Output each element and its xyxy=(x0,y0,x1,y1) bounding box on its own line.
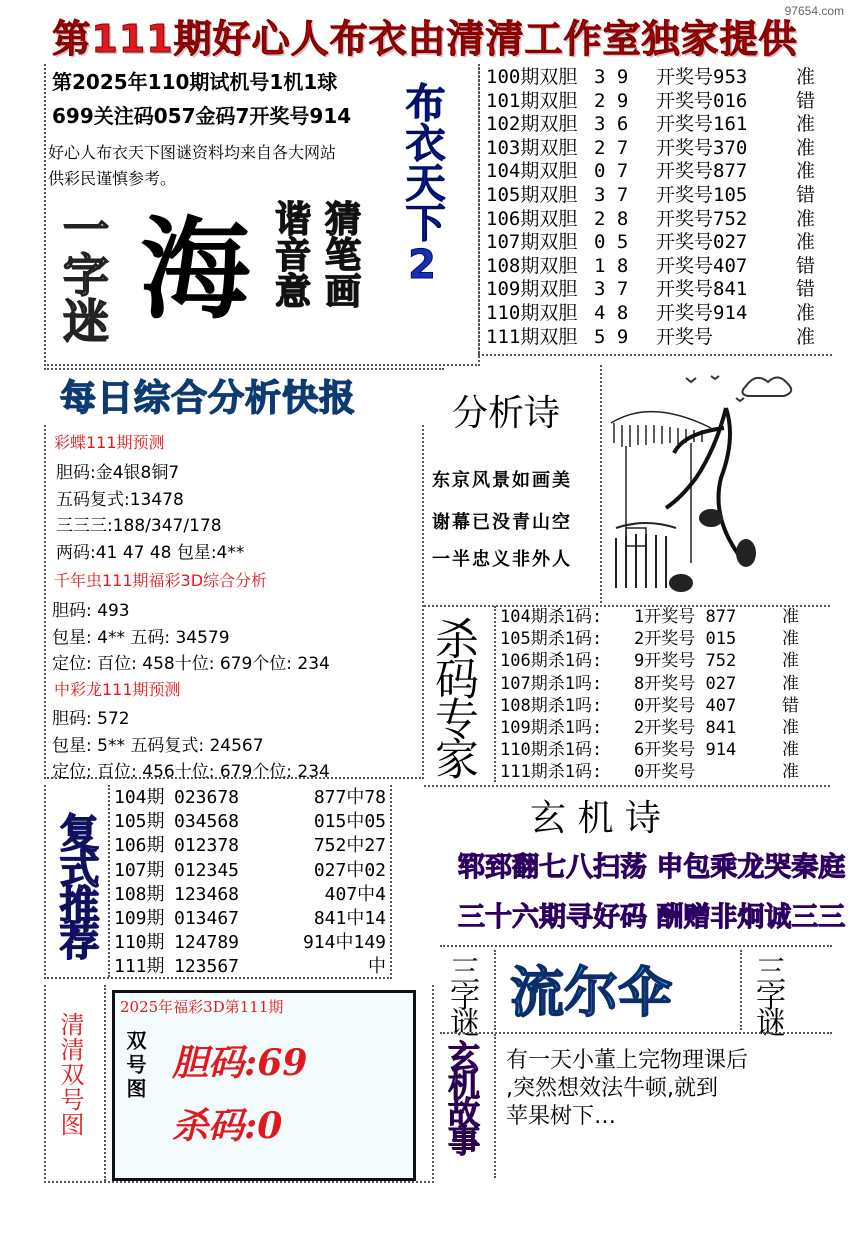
row-nums: 5 9 xyxy=(594,325,629,348)
row-result: 877中78 xyxy=(313,787,386,808)
riddle-label: 一字迷 xyxy=(56,205,110,343)
row-nums: 3 7 xyxy=(594,183,629,206)
table-row xyxy=(114,810,390,834)
row-period: 110期双胆 xyxy=(486,301,578,324)
row-nums: 0 5 xyxy=(594,231,629,254)
poem-line-3: 一半忠义非外人 xyxy=(432,549,572,570)
trial-note-2: 供彩民谨慎参考。 xyxy=(48,169,177,188)
table-row xyxy=(500,606,830,628)
row-nums: 123567 xyxy=(174,956,240,978)
row-result: 015中05 xyxy=(313,811,386,833)
row-nums: 3 7 xyxy=(594,278,629,301)
divider xyxy=(494,606,496,782)
row-draw: 开奖号752 xyxy=(656,207,748,230)
divider xyxy=(108,785,110,977)
row-draw: 开奖号914 xyxy=(656,301,748,324)
qiannian-head: 千年虫111期福彩3D综合分析 xyxy=(54,571,268,590)
table-row xyxy=(486,255,826,279)
caidie-head: 彩蝶111期预测 xyxy=(54,433,165,452)
zhongcai-head: 中彩龙111期预测 xyxy=(54,680,181,699)
riddle-big-char: 海 xyxy=(140,205,250,334)
row-period: 108期 xyxy=(114,883,165,905)
double-bile-list xyxy=(486,66,826,349)
trial-line-2: 699关注码057金码7开奖号914 xyxy=(52,104,352,128)
row-mark: 错 xyxy=(782,695,799,716)
row-mark: 准 xyxy=(782,629,799,650)
row-draw: 开奖号370 xyxy=(656,136,748,159)
row-period: 111期 xyxy=(114,956,165,978)
row-mark: 准 xyxy=(796,207,816,230)
page-title: 第111期好心人布衣由清清工作室独家提供 xyxy=(52,17,798,61)
table-row xyxy=(486,184,826,208)
table-row xyxy=(114,786,390,810)
table-row xyxy=(114,883,390,907)
row-draw: 开奖号877 xyxy=(656,160,748,183)
story-line-1: 有一天小董上完物理课后 xyxy=(506,1048,749,1073)
row-mark: 错 xyxy=(796,278,816,301)
row-mark: 准 xyxy=(796,231,816,254)
table-row xyxy=(500,628,830,650)
watermark: 97654.com xyxy=(784,4,844,18)
table-row xyxy=(486,90,826,114)
row-mark: 准 xyxy=(796,136,816,159)
qiannian-line-3: 定位: 百位: 458十位: 679个位: 234 xyxy=(52,654,330,674)
table-row xyxy=(114,931,390,955)
qiannian-line-1: 胆码: 493 xyxy=(52,601,130,621)
row-period: 104期双胆 xyxy=(486,160,578,183)
row-draw: 开奖号 xyxy=(656,325,714,348)
poem-title: 分析诗 xyxy=(452,393,561,434)
row-nums: 0 7 xyxy=(594,160,629,183)
row-nums: 023678 xyxy=(174,787,240,808)
table-row xyxy=(486,208,826,232)
divider xyxy=(494,1034,496,1178)
row-mark: 准 xyxy=(796,301,816,324)
row-period: 109期 xyxy=(114,908,165,930)
row-mark: 准 xyxy=(782,718,799,739)
row-nums: 2 9 xyxy=(594,89,629,112)
row-period: 108期杀1吗: xyxy=(500,695,603,716)
caidie-line-4: 两码:41 47 48 包星:4** xyxy=(56,543,245,563)
row-mark: 错 xyxy=(796,254,816,277)
row-period: 100期双胆 xyxy=(486,66,578,88)
table-row xyxy=(114,859,390,883)
table-row xyxy=(500,673,830,695)
zhongcai-line-1: 胆码: 572 xyxy=(52,709,130,729)
row-period: 110期杀1码: xyxy=(500,740,603,761)
table-row xyxy=(114,834,390,858)
row-mark: 准 xyxy=(796,160,816,183)
brand-title: 布衣天下2 xyxy=(399,82,445,288)
row-result: 中 xyxy=(368,956,386,978)
story-side: 玄机故事 xyxy=(443,1040,481,1152)
qiannian-line-2: 包星: 4** 五码: 34579 xyxy=(52,628,230,648)
row-nums: 1 8 xyxy=(594,254,629,277)
fushi-list xyxy=(114,786,390,980)
story-line-2: ,突然想效法牛顿,就到 xyxy=(506,1076,718,1101)
row-period: 105期双胆 xyxy=(486,183,578,206)
row-draw: 开奖号841 xyxy=(656,278,748,301)
row-period: 105期 xyxy=(114,811,165,833)
table-row xyxy=(486,137,826,161)
row-result: 914中149 xyxy=(302,932,386,954)
riddle-hint-1: 猜笔画 xyxy=(319,200,361,308)
caidie-line-1: 胆码:金4银8铜7 xyxy=(56,463,180,483)
row-period: 102期双胆 xyxy=(486,113,578,136)
shuanghao-tag: 双号图 xyxy=(123,1030,147,1102)
row-draw: 2开奖号 841 xyxy=(634,718,737,739)
xuanji-line-2: 三十六期寻好码 酬赠非炯诚三三 xyxy=(458,902,846,933)
table-row xyxy=(114,907,390,931)
table-row xyxy=(500,761,830,783)
row-nums: 123468 xyxy=(174,883,240,905)
row-nums: 013467 xyxy=(174,908,240,930)
row-result: 027中02 xyxy=(313,859,386,881)
trial-line-1: 第2025年110期试机号1机1球 xyxy=(52,70,338,94)
table-row xyxy=(486,160,826,184)
caidie-line-2: 五码复式:13478 xyxy=(56,490,184,510)
poem-line-2: 谢幕已没青山空 xyxy=(432,512,572,533)
table-row xyxy=(500,717,830,739)
row-period: 111期杀1码: xyxy=(500,762,603,783)
cloud-icon xyxy=(742,377,791,396)
row-nums: 012378 xyxy=(174,835,240,857)
row-period: 107期双胆 xyxy=(486,231,578,254)
row-draw: 0开奖号 407 xyxy=(634,695,737,716)
bird-icon xyxy=(686,376,744,401)
row-period: 109期双胆 xyxy=(486,278,578,301)
story-line-3: 苹果树下… xyxy=(506,1104,617,1129)
shuanghao-kill: 杀码:0 xyxy=(172,1105,283,1147)
poem-line-1: 东京风景如画美 xyxy=(432,470,572,491)
table-row xyxy=(500,650,830,672)
row-draw: 0开奖号 xyxy=(634,762,696,783)
row-period: 107期杀1吗: xyxy=(500,673,603,694)
table-row xyxy=(486,278,826,302)
riddle-hint-2: 谐音意 xyxy=(269,200,311,308)
table-row xyxy=(486,302,826,326)
shuanghao-side: 清清双号图 xyxy=(56,1012,84,1137)
row-mark: 准 xyxy=(796,325,816,348)
divider xyxy=(494,950,496,1030)
row-draw: 8开奖号 027 xyxy=(634,673,737,694)
row-mark: 准 xyxy=(796,66,816,88)
fushi-title: 复式推荐 xyxy=(53,812,99,956)
row-period: 110期 xyxy=(114,932,165,954)
row-period: 107期 xyxy=(114,859,165,881)
row-period: 104期 xyxy=(114,787,165,808)
sanzi-right: 三字谜 xyxy=(750,955,785,1033)
row-mark: 准 xyxy=(796,113,816,136)
row-period: 103期双胆 xyxy=(486,136,578,159)
sanzi-left: 三字谜 xyxy=(444,955,479,1033)
plant-icon xyxy=(669,509,756,592)
divider xyxy=(104,985,106,1181)
row-nums: 3 9 xyxy=(594,66,629,88)
kill-title: 杀码专家 xyxy=(427,616,478,776)
tree-illustration xyxy=(606,368,831,600)
row-mark: 准 xyxy=(782,607,799,627)
table-row xyxy=(114,955,390,979)
table-row xyxy=(500,695,830,717)
row-period: 109期杀1吗: xyxy=(500,718,603,739)
row-period: 105期杀1码: xyxy=(500,629,603,650)
row-nums: 012345 xyxy=(174,859,240,881)
row-period: 106期双胆 xyxy=(486,207,578,230)
divider xyxy=(440,945,832,947)
row-draw: 开奖号105 xyxy=(656,183,748,206)
row-nums: 2 8 xyxy=(594,207,629,230)
xuanji-title: 玄 机 诗 xyxy=(530,798,661,839)
table-row xyxy=(486,66,826,90)
row-mark: 准 xyxy=(782,673,799,694)
zhongcai-line-2: 包星: 5** 五码复式: 24567 xyxy=(52,736,264,756)
table-row xyxy=(486,113,826,137)
sanzi-answer: 流尔伞 xyxy=(510,961,672,1024)
row-mark: 准 xyxy=(782,762,799,783)
row-mark: 准 xyxy=(782,740,799,761)
row-draw: 2开奖号 015 xyxy=(634,629,737,650)
row-mark: 准 xyxy=(782,651,799,672)
zhongcai-line-3: 定位: 百位: 456十位: 679个位: 234 xyxy=(52,762,330,782)
caidie-line-3: 三三三:188/347/178 xyxy=(56,516,222,536)
row-result: 841中14 xyxy=(313,908,386,930)
row-period: 106期 xyxy=(114,835,165,857)
row-draw: 9开奖号 752 xyxy=(634,651,737,672)
row-period: 104期杀1码: xyxy=(500,607,603,627)
row-draw: 开奖号161 xyxy=(656,113,748,136)
row-nums: 034568 xyxy=(174,811,240,833)
trial-note-1: 好心人布衣天下图谜资料均来自各大网站 xyxy=(48,143,337,162)
row-draw: 开奖号953 xyxy=(656,66,748,88)
shuanghao-head: 2025年福彩3D第111期 xyxy=(120,998,284,1016)
row-period: 101期双胆 xyxy=(486,89,578,112)
row-result: 407中4 xyxy=(324,883,386,905)
row-draw: 开奖号027 xyxy=(656,231,748,254)
divider xyxy=(740,950,742,1030)
row-draw: 1开奖号 877 xyxy=(634,607,737,627)
row-nums: 2 7 xyxy=(594,136,629,159)
row-nums: 124789 xyxy=(174,932,240,954)
shuanghao-bile: 胆码:69 xyxy=(172,1042,308,1084)
table-row xyxy=(500,739,830,761)
row-nums: 4 8 xyxy=(594,301,629,324)
row-mark: 错 xyxy=(796,183,816,206)
table-row xyxy=(486,231,826,255)
row-period: 111期双胆 xyxy=(486,325,578,348)
row-period: 108期双胆 xyxy=(486,254,578,277)
row-nums: 3 6 xyxy=(594,113,629,136)
row-mark: 错 xyxy=(796,89,816,112)
row-draw: 开奖号016 xyxy=(656,89,748,112)
xuanji-line-1: 郓郅翻七八扫荡 申包乘龙哭秦庭 xyxy=(458,852,846,883)
kill-list xyxy=(500,606,830,784)
row-period: 106期杀1码: xyxy=(500,651,603,672)
table-row xyxy=(486,326,826,350)
row-draw: 6开奖号 914 xyxy=(634,740,737,761)
row-draw: 开奖号407 xyxy=(656,254,748,277)
row-result: 752中27 xyxy=(313,835,386,857)
report-title: 每日综合分析快报 xyxy=(60,378,357,419)
